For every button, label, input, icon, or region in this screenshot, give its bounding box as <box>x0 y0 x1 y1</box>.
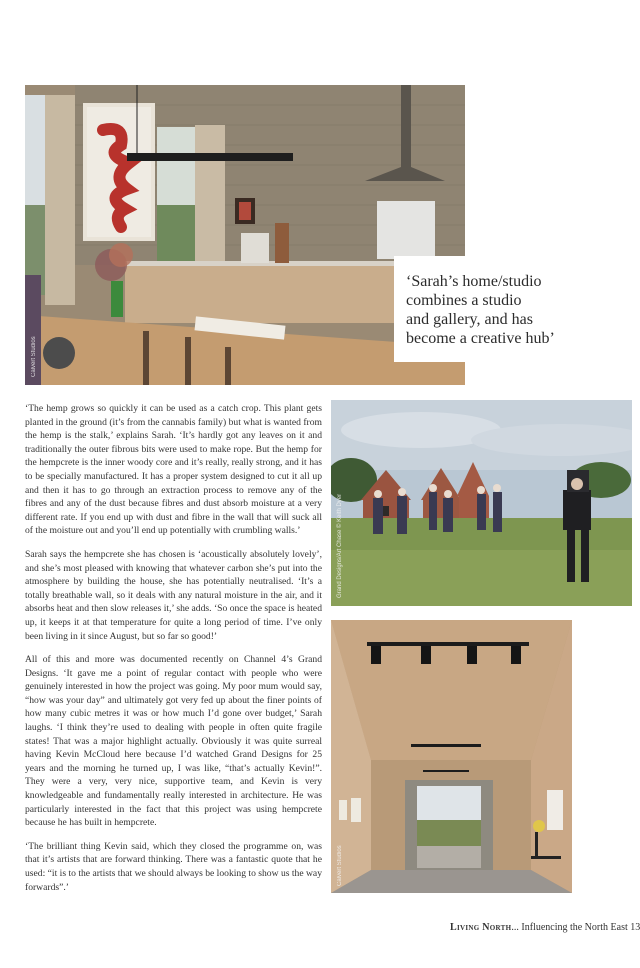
kitchen-photo-credit: Calvert Studios <box>31 336 37 377</box>
pull-quote <box>394 256 604 362</box>
article-body <box>25 402 322 904</box>
article-paragraph: All of this and more was documented recently on Channel 4’s Grand Designs. ‘It gave me a point of regular contact with people who were genuinely interested in how the project was going. My poor mum would say, “how was your day” and ultimately got very fed up about the finer points of how many cubic metres it was or how much I’d gone over budget,’ Sarah laughs. ‘I think they’re used to dealing with people in often quite fragile states! That was a major highlight actually. Obviously it was quite surreal having Kevin McCloud here because I’d watched Grand Designs for 25 years and the morning he turned up, I was like, “that’s actually Kevin!”. They were a very, very nice, supportive team, and Kevin is very knowledgeable and fundamentally really interested in architecture. He was particularly interested in the fact that this project was using hempcrete because he has built in hempcrete. <box>25 654 322 829</box>
article-paragraph: Sarah says the hempcrete she has chosen is ‘acoustically absolutely lovely’, and she’s most pleased with knowing that whatever carbon she’s put into the atmosphere by building the house, she has potentially neutralised. ‘It’s a totally breathable wall, so it deals with any natural moisture in the air, and it absorbs heat and then slow releases it,’ she adds. ‘So once the space is heated up, it keeps it at that temperature for quite a long period of time. I’ve only been living in it since August, but so far so good!’ <box>25 548 322 642</box>
field-photo-credit: Grand Designs/Art Chase © Keith Dyer <box>337 493 343 598</box>
page-number: 13 <box>630 922 640 933</box>
field-photo <box>331 400 632 606</box>
pull-quote-line: combines a studio <box>406 292 522 309</box>
article-paragraph: ‘The brilliant thing Kevin said, which they closed the programme on, was that it’s artists that are forward thinking. There was a fantastic quote that he used: “it is to the artists that we should always be looking to show us the way forwards”.’ <box>25 840 322 893</box>
pull-quote-line: ‘Sarah’s home/studio <box>406 273 542 290</box>
footer-separator: ... <box>511 922 519 933</box>
footer-brand: Living North <box>450 922 512 933</box>
pull-quote-line: and gallery, and has <box>406 311 533 328</box>
page-footer <box>450 922 640 933</box>
footer-tagline: Influencing the North East <box>521 922 628 933</box>
corridor-photo <box>331 620 572 893</box>
article-paragraph: ‘The hemp grows so quickly it can be used as a catch crop. This plant gets planted in the ground (it’s from the cannabis family) but what is wanted from the hemp is the stalk,’ explains Sarah. ‘It’s hardly got any leaves on it and traditionally the outer fibrous bits were used to make rope. But the hemp for the hempcrete is the inner woody core and it’s really, really strong, and it has to be specially manufactured. It has a proper system designed to cut it all up and then it has to go through an extraction process to remove any of the fibres and any of the dust because fibres and dust absorb moisture at a very different rate. If you end up with dust and fibre in the wall that will suck all of the moisture out and you’ll end up potentially with crumbling walls.’ <box>25 403 322 537</box>
corridor-photo-credit: Calvert Studios <box>337 845 343 886</box>
pull-quote-line: become a creative hub’ <box>406 330 555 347</box>
